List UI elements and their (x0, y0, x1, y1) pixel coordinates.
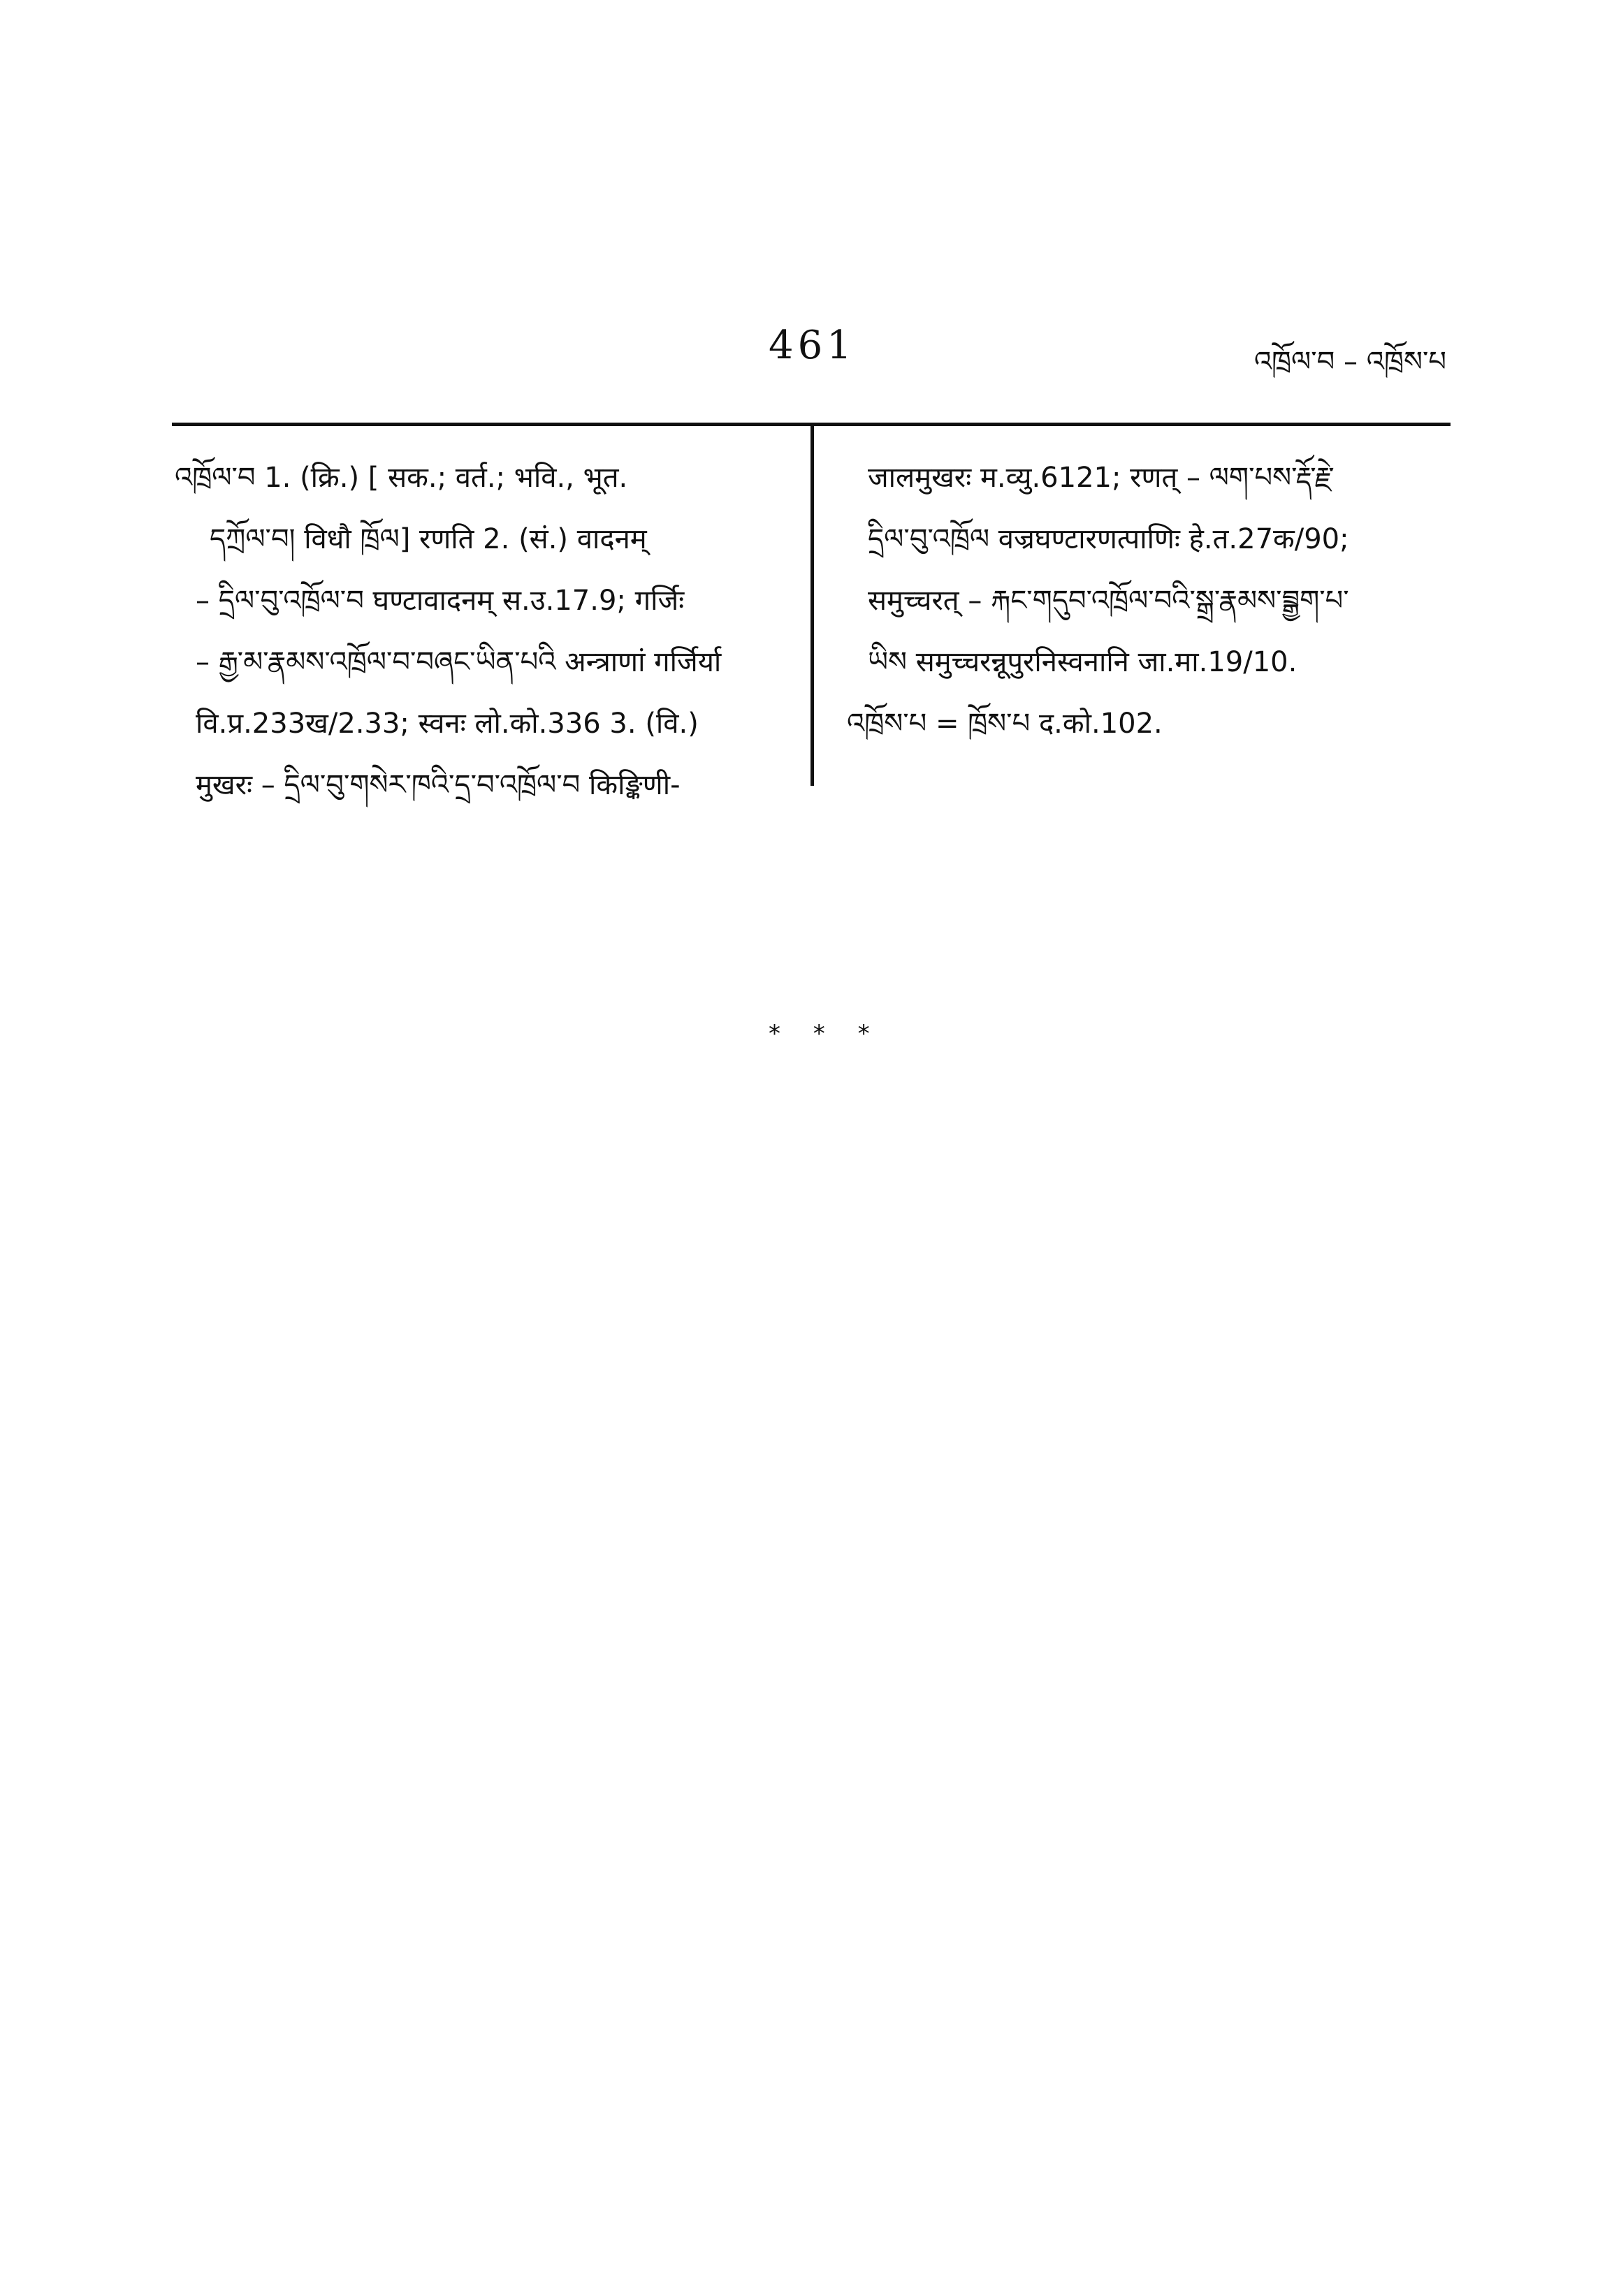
column-divider (810, 426, 814, 786)
page-number: 461 (769, 323, 856, 368)
entry-line: དཀྲོལ་བ། विधौ ཁྲོལ] रणति 2. (सं.) वादनम् (210, 523, 647, 555)
entry-line: वि.प्र.233ख/2.33; स्वनः लो.को.336 3. (वि.) (196, 708, 699, 740)
entry-line: समुच्चरत् – རྐང་གདུབ་འཁྲོལ་བའི་སྒྲ་རྣམས་བྲྒྱག་པ་ (868, 585, 1349, 617)
section-separator: * * * (769, 1020, 882, 1048)
left-column (175, 447, 790, 816)
entry-line: དྲིལ་བུ་འཁྲོལ वज्रघण्टारणत्पाणिः हे.त.27क/90; (868, 523, 1349, 555)
running-head: འཁྲོལ་བ – འཁྲོས་པ (1253, 346, 1446, 378)
entry-line: – རྒྱ་མ་རྣམས་འཁྲོལ་བ་བཞང་ཡིན་པའི अन्त्राणां गर्जिर्या (196, 646, 722, 678)
entry-line: मुखरः – དྲིལ་བུ་གསེར་ཁའི་དྲ་བ་འཁྲོལ་བ किङ्किणी- (196, 769, 681, 801)
entry-line: འཁྲོལ་བ 1. (क्रि.) [ सक.; वर्त.; भवि., भूत. (175, 462, 628, 494)
entry-line: – དྲིལ་བུ་འཁྲོལ་བ घण्टावादनम् स.उ.17.9; गर्जिः (196, 585, 685, 617)
entry-line: जालमुखरः म.व्यु.6121; रणत् – ལག་པས་རྡོ་རྗེ་ (868, 462, 1335, 494)
entry-line: འཁྲོས་པ = ཁྲོས་པ द.को.102. (847, 708, 1163, 740)
right-column (847, 447, 1448, 754)
entry-line: ཡིས समुच्चरन्नूपुरनिस्वनानि जा.मा.19/10. (868, 646, 1297, 678)
